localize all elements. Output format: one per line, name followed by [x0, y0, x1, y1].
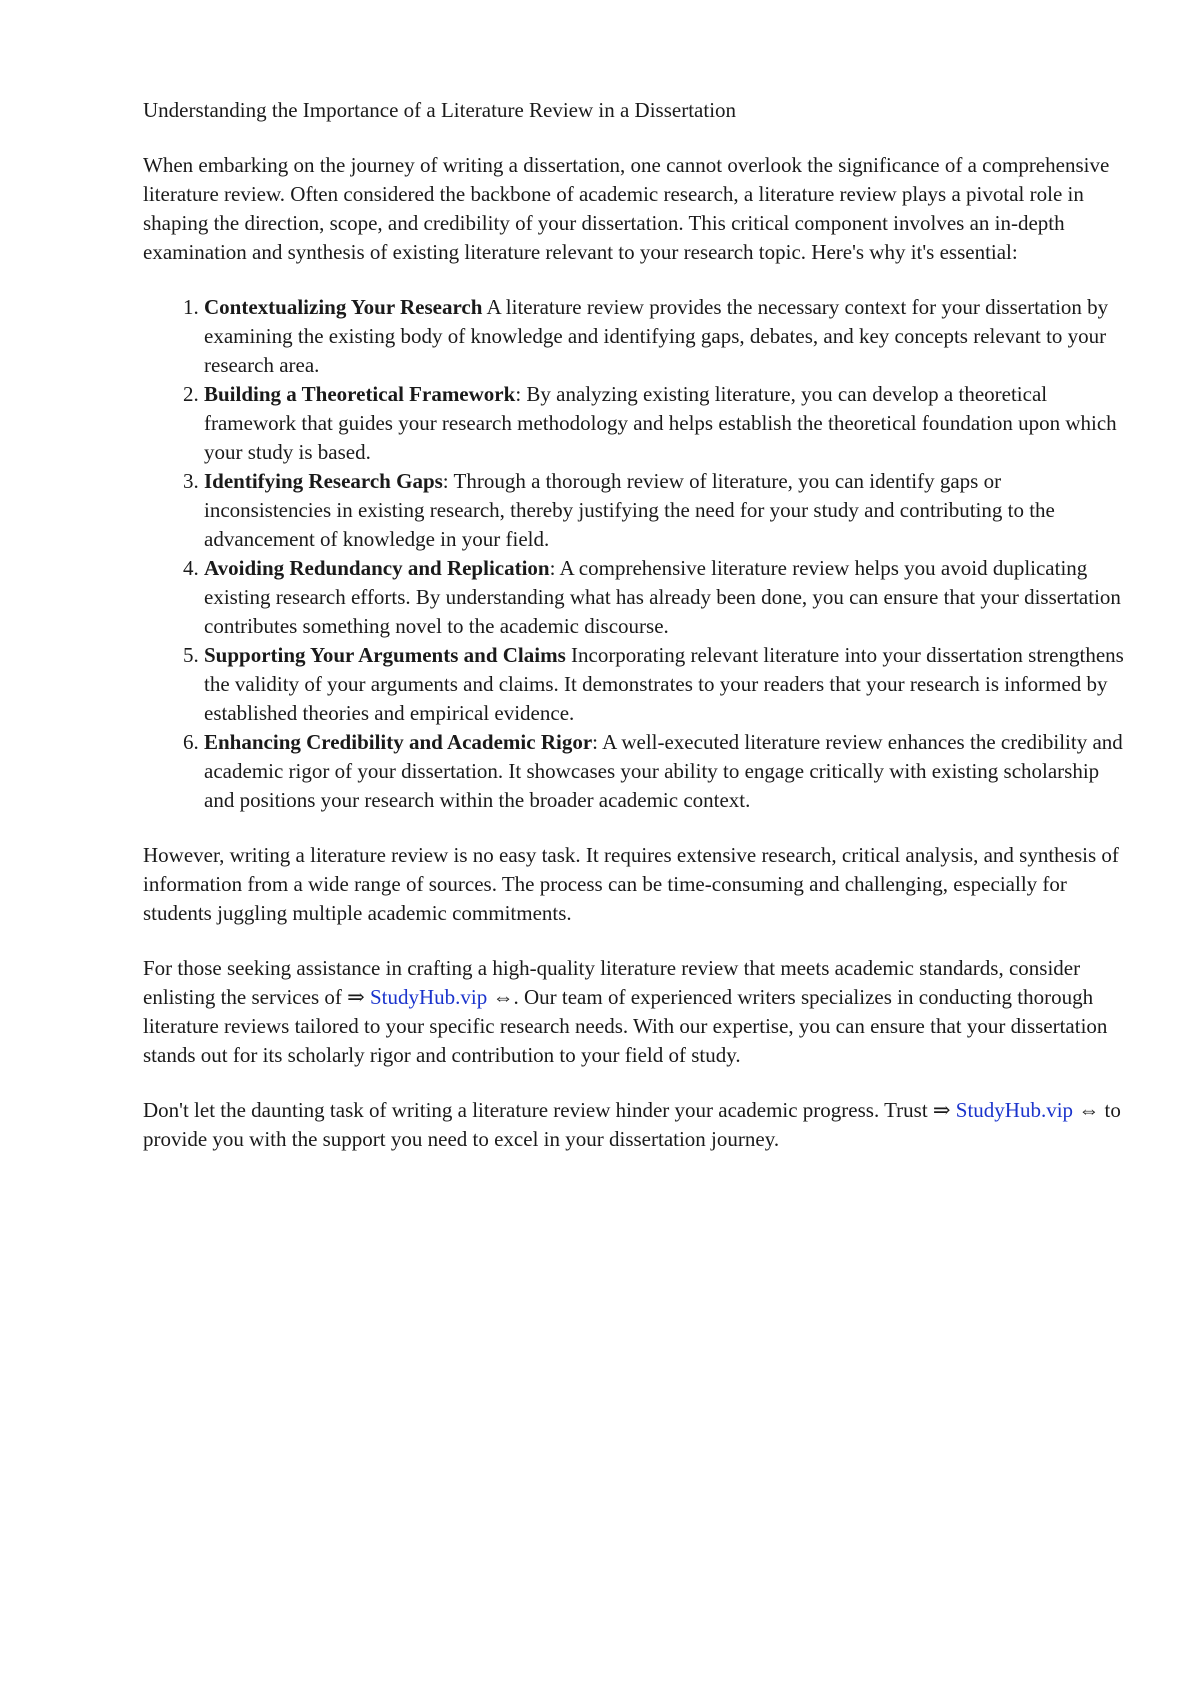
assistance-text-before: For those seeking assistance in crafting a high-quality literature review that meets academic standards, consider enlisting the services of ⇒ — [143, 956, 1081, 1009]
document-page — [143, 96, 1133, 1180]
closing-text-after: ⇔ to provide you with the support you need to excel in your dissertation journey. — [143, 1098, 1121, 1151]
list-item-heading: Contextualizing Your Research — [204, 295, 483, 319]
studyhub-link-closing[interactable]: StudyHub.vip — [955, 1098, 1074, 1122]
list-item-heading: Building a Theoretical Framework — [204, 382, 516, 406]
assistance-text-after: ⇔. Our team of experienced writers specializes in conducting thorough literature reviews tailored to your specific research needs. With our expertise, you can ensure that your dissertation stands out for its scholarly rigor and contribution to your field of study. — [143, 985, 1108, 1067]
list-item — [204, 467, 1133, 554]
closing-paragraph — [143, 1096, 1133, 1154]
list-item — [204, 380, 1133, 467]
list-item-text: : By analyzing existing literature, you can develop a theoretical framework that guides your research methodology and helps establish the theoretical foundation upon which your study is based. — [204, 382, 1117, 464]
studyhub-link[interactable]: StudyHub.vip — [369, 985, 488, 1009]
list-item-heading: Enhancing Credibility and Academic Rigor — [204, 730, 593, 754]
list-item-text: : A comprehensive literature review helps you avoid duplicating existing research efforts. By understanding what has already been done, you can ensure that your dissertation contributes something novel to the academic discourse. — [204, 556, 1121, 638]
importance-list — [143, 293, 1133, 815]
list-item-text: : A well-executed literature review enhances the credibility and academic rigor of your dissertation. It showcases your ability to engage critically with existing scholarship and positions your research within the broader academic context. — [204, 730, 1123, 812]
list-item — [204, 728, 1133, 815]
list-item-heading: Supporting Your Arguments and Claims — [204, 643, 566, 667]
list-item-heading: Avoiding Redundancy and Replication — [204, 556, 550, 580]
however-paragraph: However, writing a literature review is no easy task. It requires extensive research, critical analysis, and synthesis of information from a wide range of sources. The process can be time-consuming and challenging, especially for students juggling multiple academic commitments. — [143, 843, 1119, 925]
closing-text-before: Don't let the daunting task of writing a literature review hinder your academic progress. Trust ⇒ — [143, 1098, 956, 1122]
list-item — [204, 293, 1133, 380]
list-item — [204, 641, 1133, 728]
list-item-text: : Through a thorough review of literature, you can identify gaps or inconsistencies in existing research, thereby justifying the need for your study and contributing to the advancement of knowledge in your field. — [204, 469, 1055, 551]
intro-paragraph: When embarking on the journey of writing a dissertation, one cannot overlook the significance of a comprehensive literature review. Often considered the backbone of academic research, a literature review plays a pivotal role in shaping the direction, scope, and credibility of your dissertation. This critical component involves an in-depth examination and synthesis of existing literature relevant to your research topic. Here's why it's essential: — [143, 153, 1110, 264]
list-item-text: A literature review provides the necessary context for your dissertation by examining the existing body of knowledge and identifying gaps, debates, and key concepts relevant to your research area. — [204, 295, 1109, 377]
list-item-heading: Identifying Research Gaps — [204, 469, 443, 493]
list-item — [204, 554, 1133, 641]
assistance-paragraph — [143, 954, 1133, 1070]
list-item-text: Incorporating relevant literature into your dissertation strengthens the validity of your arguments and claims. It demonstrates to your readers that your research is informed by established theories and empirical evidence. — [204, 643, 1124, 725]
document-title: Understanding the Importance of a Literature Review in a Dissertation — [143, 98, 737, 122]
